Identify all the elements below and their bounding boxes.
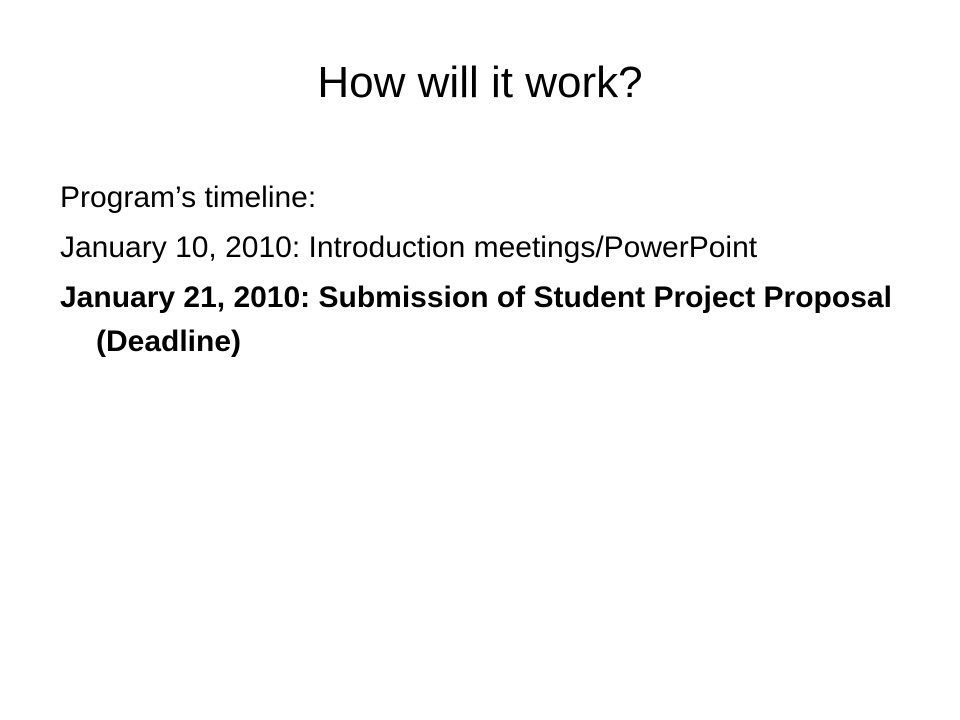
timeline-item-introduction: January 10, 2010: Introduction meetings/PowerPoint bbox=[60, 231, 758, 264]
timeline-item-submission: January 21, 2010: Submission of Student Project Proposal (Deadline) bbox=[60, 281, 892, 358]
timeline-heading: Program’s timeline: bbox=[60, 181, 317, 214]
slide-title: How will it work? bbox=[317, 58, 643, 107]
slide-body bbox=[60, 176, 900, 370]
